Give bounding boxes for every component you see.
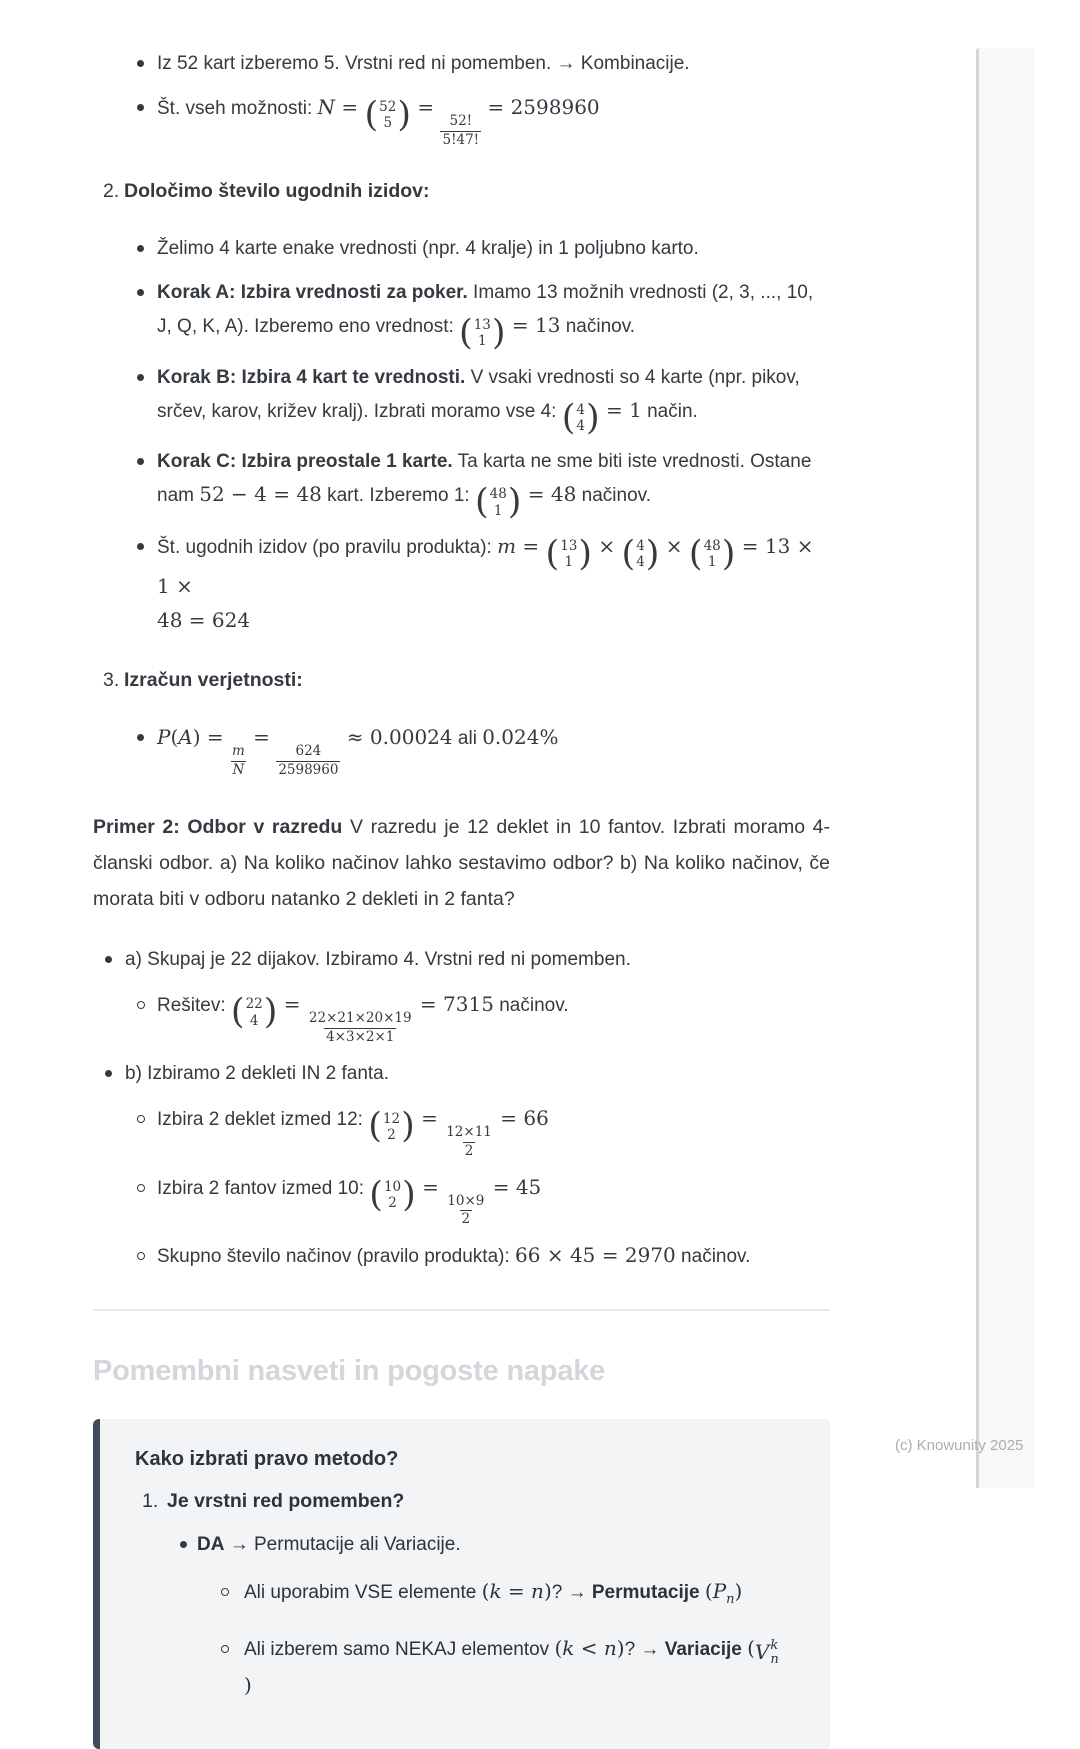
nested-bullet-list bbox=[137, 988, 830, 1046]
math-variable: n bbox=[531, 1578, 544, 1603]
list-item-text bbox=[157, 232, 830, 265]
fraction bbox=[445, 1193, 486, 1229]
binomial-top: 52 bbox=[379, 99, 397, 116]
list-item bbox=[137, 1239, 830, 1273]
text-run: Imamo 13 možnih vrednosti (2, 3, ..., 10, J, Q, K, A). Izberemo eno vrednost: bbox=[157, 282, 814, 338]
close-paren: ) bbox=[578, 533, 593, 574]
fraction-numerator: 12×11 bbox=[446, 1124, 492, 1141]
list-item bbox=[137, 721, 830, 779]
circle-bullet-icon bbox=[137, 1252, 145, 1260]
math-run: ) bbox=[543, 1578, 552, 1603]
bullet-list bbox=[105, 943, 830, 1272]
binomial-coefficient bbox=[459, 313, 506, 354]
binomial-coefficient bbox=[561, 397, 600, 438]
binomial-stack bbox=[378, 99, 397, 131]
text-run: → Permutacije ali Variacije. bbox=[224, 1533, 461, 1555]
list-number: 2. bbox=[103, 180, 120, 203]
list-item bbox=[137, 988, 830, 1046]
list-item-text bbox=[157, 445, 830, 523]
math-run: ( bbox=[554, 1635, 563, 1660]
fraction-denominator: 2 bbox=[461, 1211, 471, 1228]
math-run: = bbox=[415, 1174, 446, 1199]
fraction-denominator: 4×3×2×1 bbox=[326, 1028, 395, 1045]
binomial-bottom: 1 bbox=[707, 554, 717, 571]
list-number: 1. bbox=[142, 1489, 159, 1512]
math-run: = bbox=[501, 1578, 532, 1603]
list-item-text bbox=[157, 530, 830, 639]
open-paren: ( bbox=[459, 313, 473, 354]
list-item bbox=[137, 91, 830, 149]
math-run: ( bbox=[704, 1578, 713, 1603]
binomial-coefficient bbox=[474, 482, 522, 523]
binomial-stack bbox=[382, 1111, 401, 1143]
math-base: V bbox=[754, 1639, 770, 1664]
text-run: ? → bbox=[624, 1638, 665, 1660]
open-paren: ( bbox=[369, 1174, 383, 1215]
text-run: Izbira 2 fantov izmed 10: bbox=[157, 1177, 370, 1199]
math-variable: k bbox=[489, 1578, 502, 1603]
list-item-text bbox=[157, 1239, 830, 1273]
close-paren: ) bbox=[645, 533, 660, 574]
math-run: = 2598960 bbox=[481, 95, 600, 119]
binomial-stack bbox=[575, 402, 586, 434]
bold-text-run: Izračun verjetnosti: bbox=[124, 669, 303, 692]
math-subscript: n bbox=[770, 1652, 779, 1668]
bullet-icon bbox=[105, 1070, 112, 1077]
bold-text-run: Je vrstni red pomemben? bbox=[167, 1489, 405, 1512]
math-run: ) bbox=[616, 1635, 625, 1660]
math-variable: A bbox=[178, 725, 193, 750]
text-run: Iz 52 kart izberemo 5. Vrstni red ni pomemben. → Kombinacije. bbox=[157, 53, 690, 74]
text-run: V razredu je 12 deklet in 10 fantov. Izbrati moramo 4-članski odbor. a) Na koliko načinov lahko sestavimo odbor? b) Na koliko načinov, če morata biti v odboru natanko 2 dekleti in 2 fanta? bbox=[93, 816, 830, 911]
binomial-top: 13 bbox=[473, 317, 491, 334]
fraction bbox=[307, 1010, 414, 1046]
list-item bbox=[180, 1528, 806, 1703]
math-subscripted bbox=[712, 1578, 735, 1607]
list-item bbox=[137, 276, 830, 354]
fraction bbox=[440, 113, 481, 149]
math-run: ( bbox=[481, 1578, 490, 1603]
list-item-text bbox=[157, 721, 830, 779]
list-number: 3. bbox=[103, 669, 120, 692]
circle-bullet-icon bbox=[221, 1588, 229, 1596]
math-run: ) bbox=[734, 1578, 743, 1603]
circle-bullet-icon bbox=[137, 1001, 145, 1009]
text-run: Ta karta ne sme biti iste vrednosti. Ostane nam bbox=[157, 451, 812, 507]
close-paren: ) bbox=[402, 1174, 416, 1215]
math-subscript: n bbox=[726, 1591, 735, 1607]
binomial-stack bbox=[489, 486, 508, 518]
bullet-list bbox=[180, 1528, 806, 1703]
math-run: < bbox=[574, 1635, 604, 1660]
math-run: 48 = 624 bbox=[157, 608, 251, 633]
text-run: načinov. bbox=[576, 485, 652, 507]
open-paren: ( bbox=[621, 533, 636, 574]
list-item bbox=[221, 1632, 806, 1703]
math-run: = bbox=[411, 95, 441, 119]
math-run: = bbox=[277, 992, 307, 1017]
math-run: ) = bbox=[192, 725, 231, 750]
list-item-text bbox=[157, 91, 830, 149]
bullet-icon bbox=[105, 956, 112, 963]
open-paren: ( bbox=[474, 482, 489, 523]
list-item bbox=[137, 232, 830, 265]
list-item-text bbox=[244, 1632, 806, 1703]
fraction-numerator: 624 bbox=[295, 743, 322, 760]
close-paren: ) bbox=[721, 533, 736, 574]
math-sup-sub bbox=[755, 1636, 779, 1669]
text-run: Št. ugodnih izidov (po pravilu produkta): bbox=[157, 536, 498, 558]
binomial-top: 48 bbox=[489, 486, 507, 503]
fraction-numerator: 52! bbox=[449, 113, 473, 129]
list-item-text bbox=[157, 361, 830, 438]
bullet-icon bbox=[137, 458, 144, 465]
fraction-numerator: 10×9 bbox=[447, 1192, 485, 1209]
divider bbox=[93, 1309, 830, 1311]
text-run: Št. vseh možnosti: bbox=[157, 98, 318, 119]
copyright-watermark: (c) Knowunity 2025 bbox=[895, 1437, 1024, 1454]
numbered-heading bbox=[103, 177, 830, 206]
list-item bbox=[137, 445, 830, 523]
binomial-bottom: 2 bbox=[387, 1126, 396, 1143]
binomial-top: 4 bbox=[576, 401, 585, 418]
scrollbar-track[interactable] bbox=[976, 48, 1035, 1488]
open-paren: ( bbox=[368, 1106, 382, 1147]
open-paren: ( bbox=[230, 992, 245, 1033]
binomial-bottom: 1 bbox=[564, 554, 574, 571]
paragraph bbox=[93, 809, 830, 917]
close-paren: ) bbox=[491, 313, 506, 354]
binomial-coefficient bbox=[368, 1106, 415, 1147]
math-superscript: k bbox=[770, 1638, 779, 1654]
nested-bullet-list bbox=[221, 1575, 806, 1703]
binomial-coefficient bbox=[369, 1174, 416, 1215]
list-item bbox=[137, 1102, 830, 1160]
math-run: = bbox=[414, 1106, 445, 1131]
document-content bbox=[93, 0, 830, 1749]
list-item-text bbox=[157, 988, 830, 1046]
fraction-denominator: N bbox=[232, 761, 245, 778]
text-run: Ali uporabim VSE elemente bbox=[244, 1581, 482, 1603]
bold-text-run: Primer 2: Odbor v razredu bbox=[93, 816, 343, 839]
math-base: P bbox=[712, 1578, 727, 1603]
math-run: = 45 bbox=[486, 1174, 542, 1199]
close-paren: ) bbox=[507, 482, 522, 523]
math-run: = 1 bbox=[599, 397, 642, 422]
math-variable: n bbox=[603, 1635, 617, 1660]
list-item-text bbox=[125, 943, 830, 1046]
list-item-text bbox=[197, 1528, 806, 1703]
bold-text-run: Določimo število ugodnih izidov: bbox=[124, 180, 430, 203]
bullet-list bbox=[137, 232, 830, 638]
math-run: = bbox=[335, 95, 365, 119]
text-run: načinov. bbox=[493, 995, 569, 1017]
bold-text-run: Permutacije bbox=[591, 1581, 700, 1603]
callout-title: Kako izbrati pravo metodo? bbox=[135, 1447, 399, 1470]
fraction bbox=[444, 1124, 494, 1160]
circle-bullet-icon bbox=[137, 1115, 145, 1123]
math-run: = 13 bbox=[505, 313, 561, 338]
math-variable: P bbox=[157, 725, 171, 750]
binomial-bottom: 4 bbox=[636, 554, 645, 571]
close-paren: ) bbox=[263, 992, 278, 1033]
binomial-stack bbox=[559, 538, 578, 570]
bold-text-run: Korak B: Izbira 4 kart te vrednosti. bbox=[157, 366, 466, 388]
numbered-heading bbox=[103, 666, 830, 695]
fraction-numerator: 22×21×20×19 bbox=[308, 1010, 412, 1027]
text-run: ? → bbox=[551, 1581, 592, 1603]
text-run: Želimo 4 karte enake vrednosti (npr. 4 kralje) in 1 poljubno karto. bbox=[157, 238, 699, 260]
section-heading: Pomembni nasveti in pogoste napake bbox=[93, 1354, 606, 1387]
text-run: Izbira 2 deklet izmed 12: bbox=[157, 1109, 369, 1131]
list-item-text bbox=[244, 1575, 806, 1616]
circle-bullet-icon bbox=[221, 1645, 229, 1653]
binomial-top: 48 bbox=[703, 537, 721, 554]
fraction-denominator: 2 bbox=[464, 1142, 474, 1159]
math-run: = 48 bbox=[521, 482, 577, 507]
bullet-icon bbox=[137, 104, 144, 111]
numbered-heading-text bbox=[124, 177, 430, 206]
binomial-bottom: 4 bbox=[249, 1012, 259, 1029]
open-paren: ( bbox=[545, 533, 560, 574]
list-item bbox=[105, 943, 830, 1046]
math-variable: N bbox=[317, 95, 336, 119]
bullet-icon bbox=[137, 245, 144, 252]
math-run: = 13 × 1 × bbox=[157, 533, 814, 599]
open-paren: ( bbox=[364, 95, 379, 135]
numbered-heading-text bbox=[167, 1487, 404, 1516]
list-item-text bbox=[157, 276, 830, 354]
math-run: × bbox=[659, 533, 689, 558]
list-item bbox=[137, 1171, 830, 1229]
bullet-icon bbox=[137, 289, 144, 296]
fraction bbox=[276, 743, 340, 779]
binomial-top: 13 bbox=[560, 537, 578, 554]
text-run: načinov. bbox=[560, 316, 636, 338]
math-variable: m bbox=[497, 533, 517, 558]
list-item bbox=[137, 47, 830, 80]
open-paren: ( bbox=[561, 397, 576, 438]
math-run: 0.024% bbox=[482, 725, 559, 750]
text-run: V vsaki vrednosti so 4 karte (npr. pikov, srčev, karov, križev kralj). Izbrati moramo vse 4: bbox=[157, 366, 800, 422]
math-run: 52 − 4 = 48 bbox=[199, 482, 322, 507]
bold-text-run: Korak A: Izbira vrednosti za poker. bbox=[157, 282, 468, 304]
bold-text-run: Variacije bbox=[664, 1638, 742, 1660]
binomial-bottom: 2 bbox=[388, 1194, 397, 1211]
math-run: ) bbox=[244, 1672, 252, 1697]
text-run: ali bbox=[452, 728, 483, 750]
list-item bbox=[137, 361, 830, 438]
math-run: ( bbox=[170, 725, 179, 750]
binomial-coefficient bbox=[621, 533, 660, 574]
binomial-top: 10 bbox=[383, 1178, 402, 1195]
close-paren: ) bbox=[397, 95, 411, 135]
binomial-top: 4 bbox=[636, 537, 645, 554]
bold-text-run: DA bbox=[197, 1533, 225, 1555]
binomial-bottom: 5 bbox=[383, 115, 393, 132]
bullet-icon bbox=[137, 543, 144, 550]
numbered-heading-text bbox=[124, 666, 303, 695]
binomial-top: 12 bbox=[382, 1110, 401, 1127]
text-run: načinov. bbox=[675, 1245, 751, 1267]
bullet-list bbox=[137, 47, 830, 149]
numbered-heading bbox=[142, 1487, 806, 1516]
binomial-stack bbox=[473, 317, 492, 349]
close-paren: ) bbox=[585, 397, 600, 438]
binomial-top: 22 bbox=[245, 996, 263, 1013]
list-item bbox=[105, 1057, 830, 1272]
math-run: = bbox=[246, 725, 277, 750]
math-run: = bbox=[516, 533, 546, 558]
text-run: a) Skupaj je 22 dijakov. Izbiramo 4. Vrstni red ni pomemben. bbox=[125, 949, 631, 971]
circle-bullet-icon bbox=[137, 1184, 145, 1192]
math-script-stack bbox=[770, 1639, 778, 1666]
fraction-denominator: 5!47! bbox=[442, 131, 480, 148]
fraction-denominator: 2598960 bbox=[278, 761, 339, 778]
list-item-text bbox=[157, 47, 830, 80]
list-item bbox=[221, 1575, 806, 1616]
math-variable: k bbox=[562, 1635, 575, 1660]
callout-box bbox=[93, 1419, 830, 1749]
math-run: = 66 bbox=[493, 1106, 549, 1131]
binomial-coefficient bbox=[545, 533, 593, 574]
bullet-list bbox=[137, 721, 830, 779]
list-item-text bbox=[125, 1057, 830, 1272]
fraction bbox=[230, 743, 247, 779]
list-item bbox=[137, 530, 830, 639]
bold-text-run: Korak C: Izbira preostale 1 karte. bbox=[157, 451, 453, 473]
binomial-coefficient bbox=[364, 95, 412, 135]
bullet-icon bbox=[137, 734, 144, 741]
list-item-text bbox=[157, 1171, 830, 1229]
binomial-bottom: 1 bbox=[493, 502, 503, 519]
nested-bullet-list bbox=[137, 1102, 830, 1272]
close-paren: ) bbox=[401, 1106, 415, 1147]
math-run: × bbox=[592, 533, 622, 558]
math-run: ≈ 0.00024 bbox=[340, 725, 453, 750]
binomial-bottom: 4 bbox=[576, 417, 585, 434]
binomial-stack bbox=[383, 1179, 402, 1211]
binomial-bottom: 1 bbox=[477, 333, 487, 350]
open-paren: ( bbox=[688, 533, 703, 574]
bullet-icon bbox=[180, 1541, 187, 1548]
text-run: b) Izbiramo 2 dekleti IN 2 fanta. bbox=[125, 1063, 390, 1085]
binomial-stack bbox=[703, 538, 722, 570]
text-run: način. bbox=[641, 400, 698, 422]
bullet-icon bbox=[137, 60, 144, 67]
binomial-stack bbox=[635, 538, 646, 570]
text-run: Ali izberem samo NEKAJ elementov bbox=[244, 1638, 555, 1660]
list-item-text bbox=[157, 1102, 830, 1160]
text-run: Rešitev: bbox=[157, 995, 231, 1017]
bullet-icon bbox=[137, 374, 144, 381]
math-run: = 7315 bbox=[413, 992, 494, 1017]
text-run: Skupno število načinov (pravilo produkta): bbox=[157, 1245, 516, 1267]
binomial-stack bbox=[245, 996, 264, 1028]
binomial-coefficient bbox=[230, 992, 278, 1033]
math-run: 66 × 45 = 2970 bbox=[515, 1242, 676, 1267]
fraction-numerator: m bbox=[232, 743, 245, 760]
math-run: ( bbox=[747, 1635, 755, 1660]
text-run: kart. Izberemo 1: bbox=[321, 485, 475, 507]
binomial-coefficient bbox=[688, 533, 736, 574]
